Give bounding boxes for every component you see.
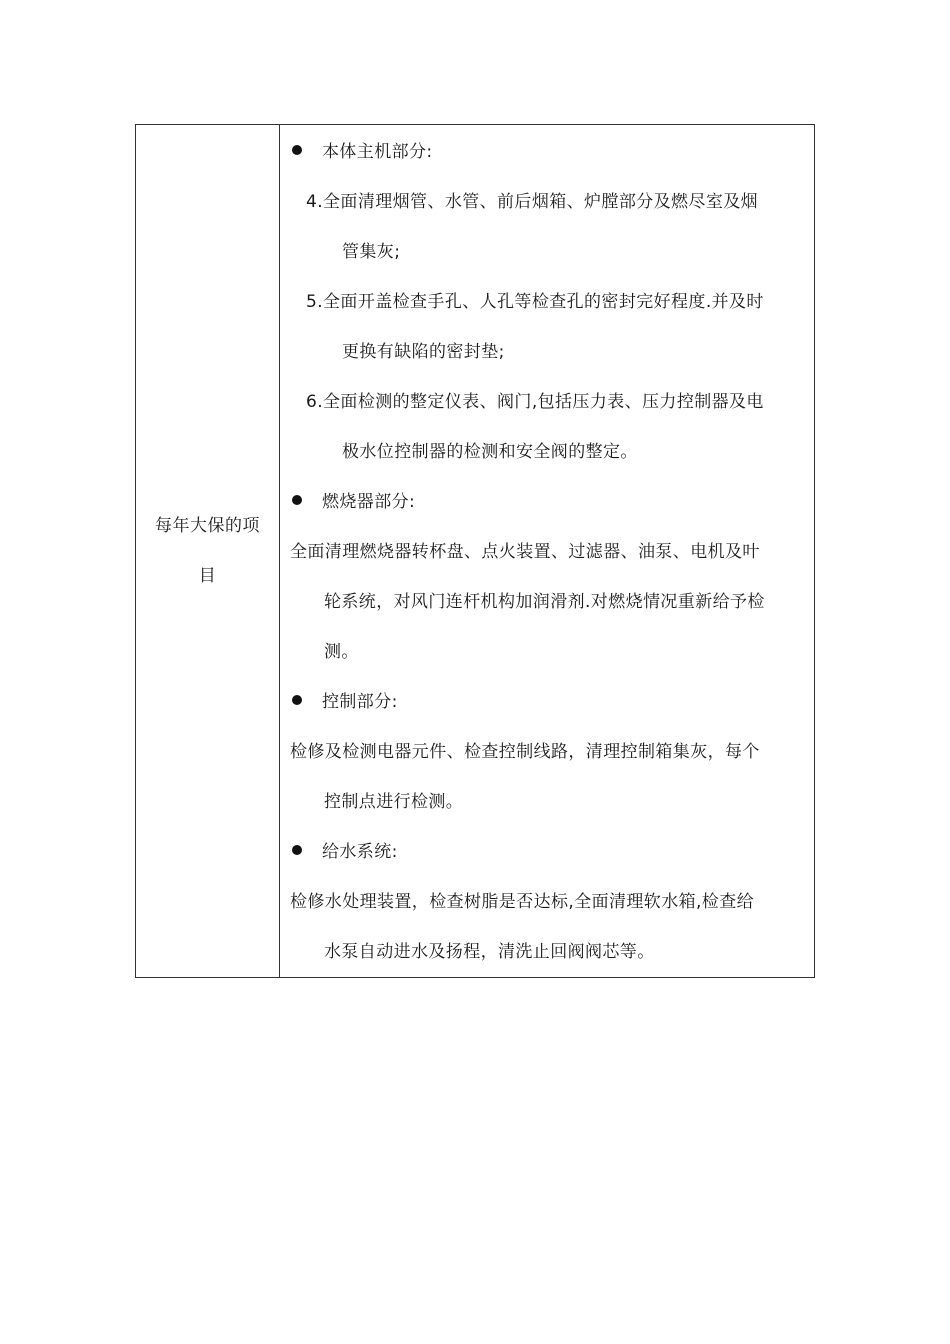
control-line-1: 检修及检测电器元件、检查控制线路，清理控制箱集灰，每个 bbox=[290, 742, 760, 762]
section-heading-main-unit bbox=[290, 127, 804, 177]
burner-line-2: 轮系统，对风门连杆机构加润滑剂.对燃烧情况重新给予检 bbox=[324, 592, 765, 612]
row-label-line-2: 目 bbox=[198, 566, 217, 586]
control-line-2: 控制点进行检测。 bbox=[324, 792, 464, 812]
item-6-line-1: 6.全面检测的整定仪表、阀门,包括压力表、压力控制器及电 bbox=[306, 392, 764, 412]
burner-line-3: 测。 bbox=[324, 642, 359, 662]
item-5-line-1: 5.全面开盖检查手孔、人孔等检查孔的密封完好程度.并及时 bbox=[306, 292, 764, 312]
bullet-icon bbox=[292, 495, 302, 505]
heading-text: 控制部分: bbox=[322, 692, 398, 712]
burner-line-1: 全面清理燃烧器转杯盘、点火装置、过滤器、油泵、电机及叶 bbox=[290, 542, 760, 562]
maintenance-table bbox=[135, 124, 815, 978]
item-4-line-2: 管集灰; bbox=[342, 242, 401, 262]
row-label bbox=[136, 501, 279, 601]
row-label-line-1: 每年大保的项 bbox=[155, 516, 260, 536]
item-4-line-1: 4.全面清理烟管、水管、前后烟箱、炉膛部分及燃尽室及烟 bbox=[306, 192, 759, 212]
water-supply-line-1: 检修水处理装置，检查树脂是否达标,全面清理软水箱,检查给 bbox=[290, 892, 755, 912]
table-row bbox=[136, 125, 815, 978]
row-label-cell bbox=[136, 125, 280, 978]
bullet-icon bbox=[292, 845, 302, 855]
section-heading-burner bbox=[290, 477, 804, 527]
water-supply-line-2: 水泵自动进水及扬程，清洗止回阀阀芯等。 bbox=[324, 942, 655, 962]
item-5-line-2: 更换有缺陷的密封垫; bbox=[342, 342, 505, 362]
heading-text: 本体主机部分: bbox=[322, 142, 433, 162]
row-content-cell bbox=[280, 125, 815, 978]
heading-text: 燃烧器部分: bbox=[322, 492, 416, 512]
bullet-icon bbox=[292, 145, 302, 155]
bullet-icon bbox=[292, 695, 302, 705]
section-heading-water-supply bbox=[290, 827, 804, 877]
item-6-line-2: 极水位控制器的检测和安全阀的整定。 bbox=[342, 442, 638, 462]
heading-text: 给水系统: bbox=[322, 842, 398, 862]
section-heading-control bbox=[290, 677, 804, 727]
